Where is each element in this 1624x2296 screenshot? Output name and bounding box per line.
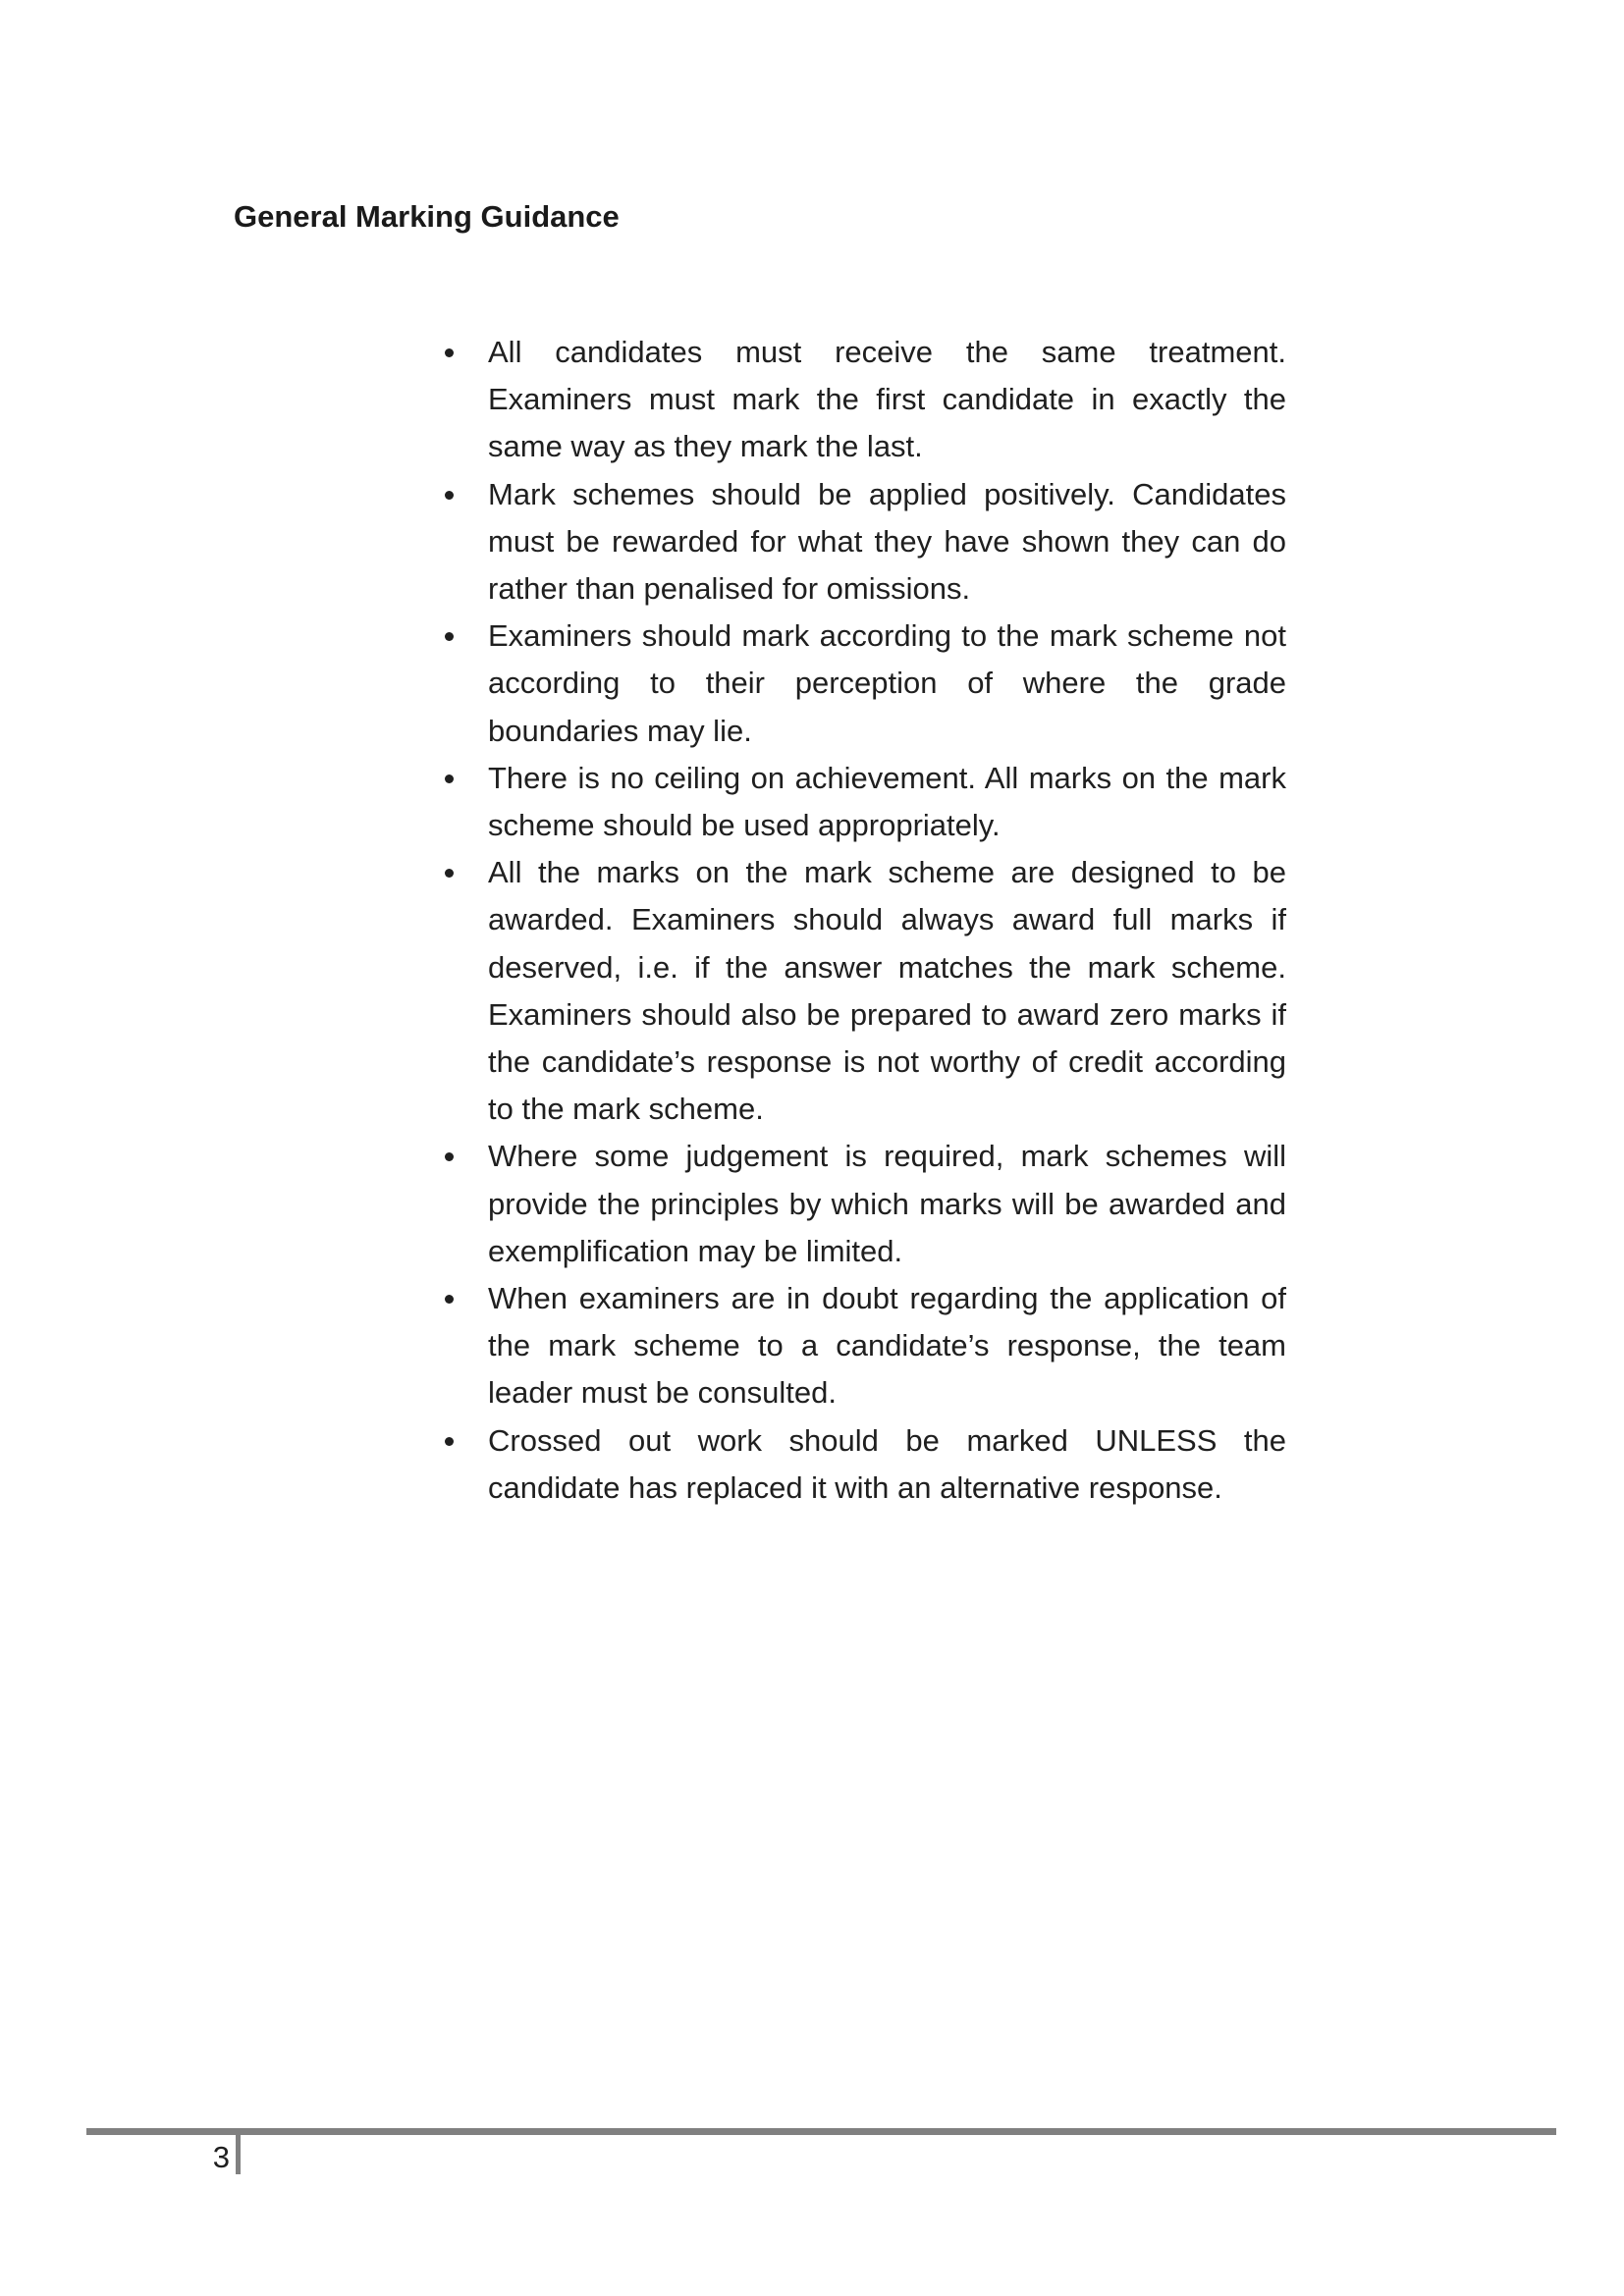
guidance-item <box>488 1275 1286 1417</box>
guidance-text: Mark schemes should be applied positively. Candidates must be rewarded for what they have shown they can do rather than penalised for omissions. <box>488 476 1286 607</box>
guidance-item <box>488 329 1286 471</box>
guidance-text: Examiners should mark according to the mark scheme not according to their perception of where the grade boundaries may lie. <box>488 618 1286 748</box>
guidance-text: There is no ceiling on achievement. All marks on the mark scheme should be used appropriately. <box>488 760 1286 843</box>
bullet-icon <box>445 491 454 500</box>
bullet-icon <box>445 774 454 783</box>
bullet-icon <box>445 632 454 641</box>
bullet-icon <box>445 869 454 878</box>
guidance-item <box>488 755 1286 849</box>
bullet-icon <box>445 1295 454 1304</box>
guidance-item <box>488 613 1286 755</box>
page-number-divider <box>236 2135 241 2174</box>
page-number: 3 <box>212 2140 230 2174</box>
bullet-icon <box>445 1152 454 1161</box>
guidance-text: All the marks on the mark scheme are designed to be awarded. Examiners should always award full marks if deserved, i.e. if the answer matches the mark scheme. Examiners should also be prepared to award zero marks if the candidate’s response is not worthy of credit according to the mark scheme. <box>488 855 1286 1127</box>
guidance-item <box>488 849 1286 1133</box>
bullet-icon <box>445 348 454 357</box>
guidance-text: Where some judgement is required, mark schemes will provide the principles by which marks will be awarded and exemplification may be limited. <box>488 1139 1286 1268</box>
page-heading: General Marking Guidance <box>234 199 620 234</box>
bullet-icon <box>445 1437 454 1446</box>
guidance-text: Crossed out work should be marked UNLESS the candidate has replaced it with an alternative response. <box>488 1422 1286 1505</box>
guidance-text: All candidates must receive the same treatment. Examiners must mark the first candidate in exactly the same way as they mark the last. <box>488 335 1286 464</box>
guidance-item <box>488 471 1286 614</box>
guidance-item <box>488 1133 1286 1275</box>
guidance-item <box>488 1417 1286 1512</box>
footer-rule <box>86 2128 1556 2135</box>
marking-guidance-list <box>488 329 1286 1512</box>
guidance-text: When examiners are in doubt regarding the application of the mark scheme to a candidate’s response, the team leader must be consulted. <box>488 1281 1286 1411</box>
